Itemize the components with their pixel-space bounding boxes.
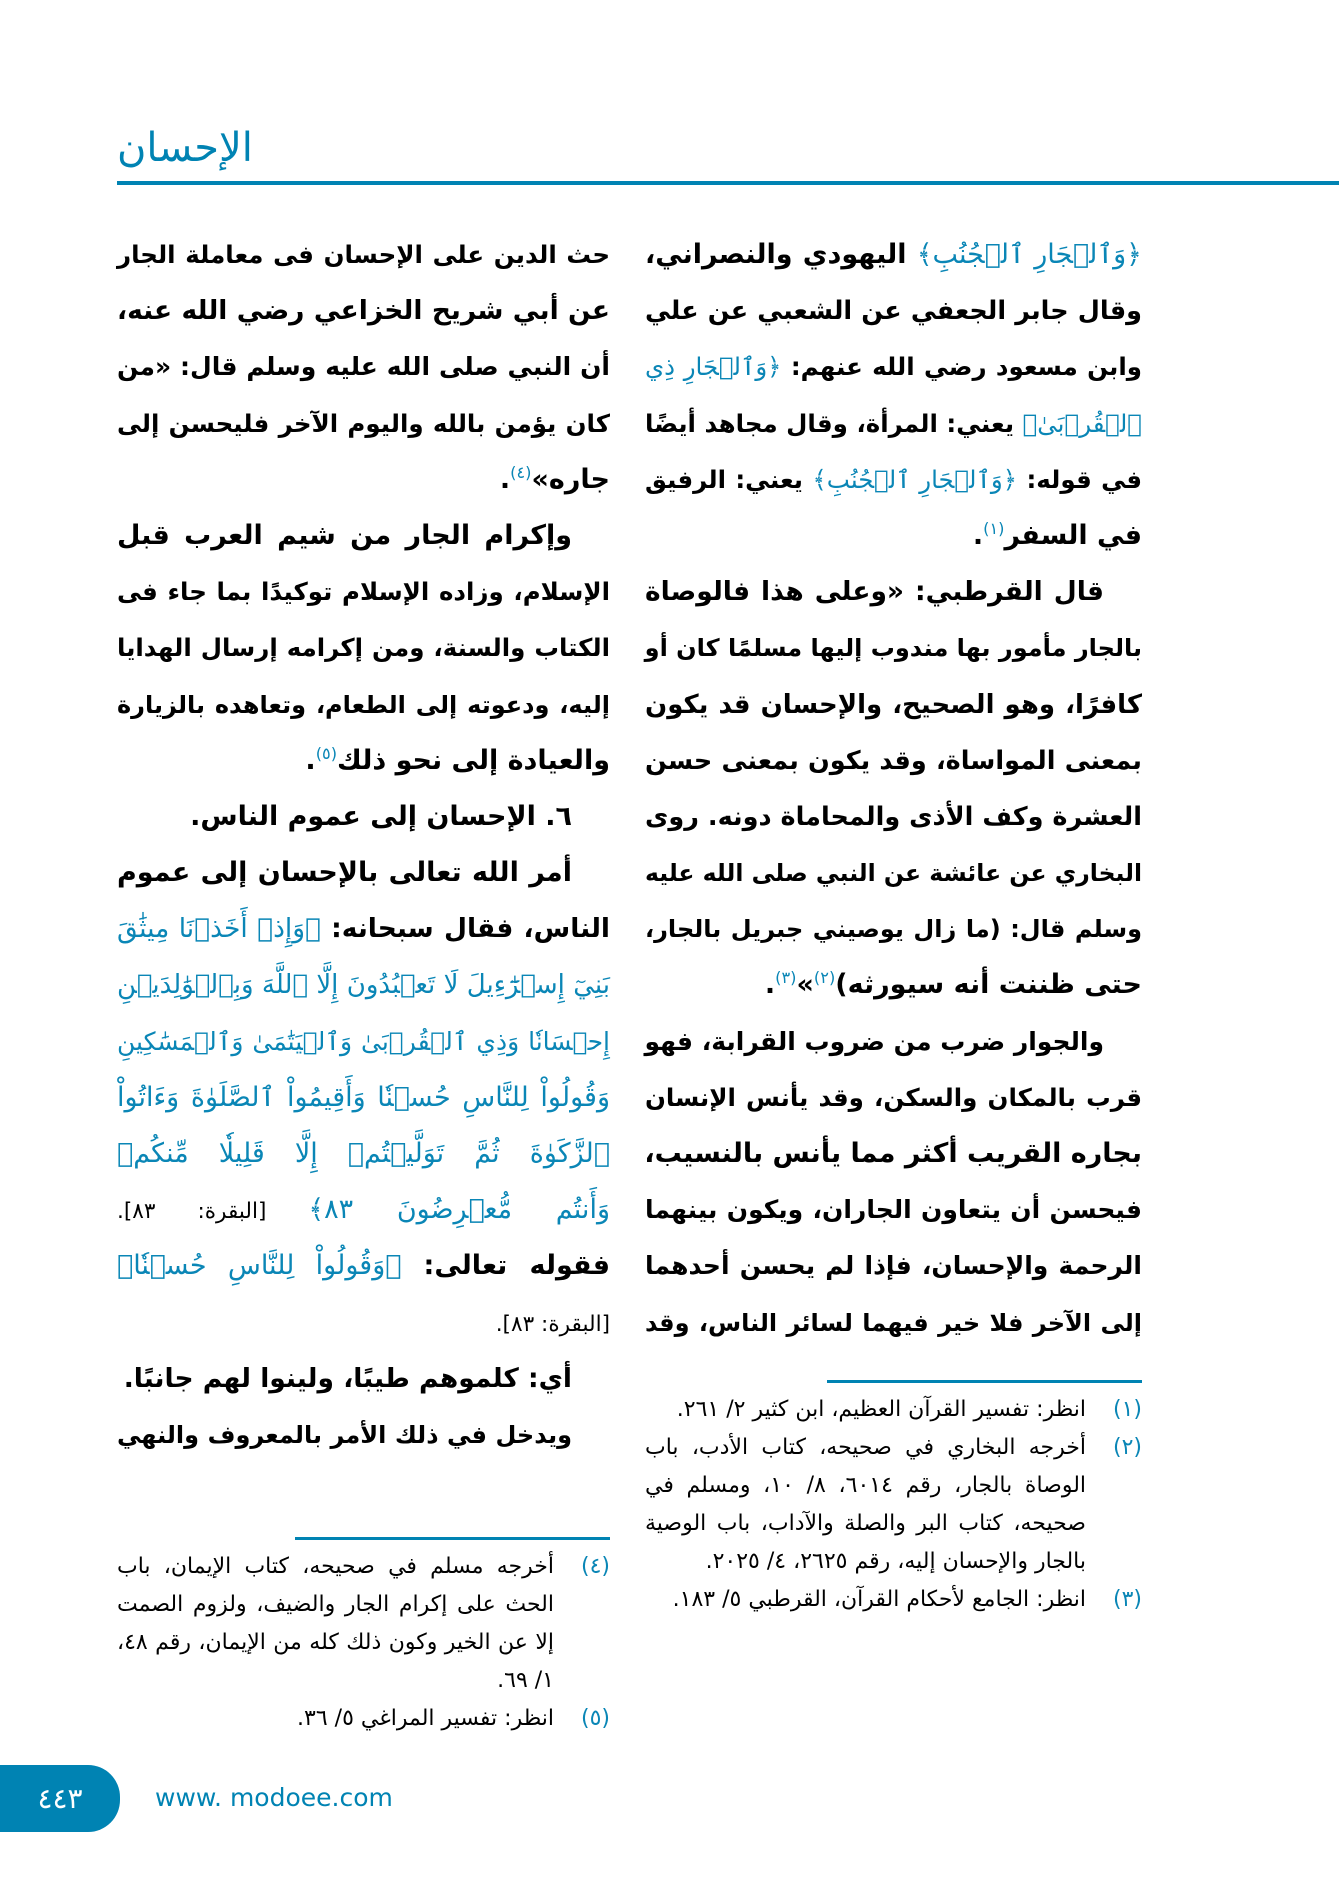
text-line	[117, 957, 610, 1013]
body-text: وابن مسعود رضي الله عنهم:	[781, 352, 1142, 382]
body-text: في السفر	[1004, 519, 1142, 551]
text-line	[645, 1070, 1142, 1126]
text-line	[645, 677, 1142, 733]
body-text: وسلم قال: (ما زال يوصيني جبريل بالجار،	[645, 915, 1142, 944]
body-text: إلى الآخر فلا خير فيهما لسائر الناس، وقد	[645, 1308, 1142, 1337]
footnote-number: (٣)	[1112, 1587, 1142, 1612]
footnote	[117, 1700, 610, 1738]
body-text: إليه، ودعوته إلى الطعام، وتعاهده بالزيارة	[117, 690, 610, 719]
text-line	[117, 1070, 610, 1126]
quran-verse: ٱلزَّكَوٰةَ ثُمَّ تَوَلَّيۡتُمۡ إِلَّا قَلِيلٗا مِّنكُمۡ	[117, 1138, 610, 1169]
text-line	[645, 733, 1142, 789]
quran-verse: وَأَنتُم مُّعۡرِضُونَ ٨٣﴾	[308, 1194, 610, 1226]
text-line	[645, 789, 1142, 845]
quran-verse: إِحۡسَانٗا وَذِي ٱلۡقُرۡبَىٰ وَٱلۡيَتَٰمَىٰ وَٱلۡمَسَٰكِينِ	[117, 1026, 610, 1056]
page-number-badge	[0, 1765, 120, 1832]
text-line	[645, 564, 1142, 620]
footnote-divider-left	[295, 1537, 610, 1540]
text-line	[117, 227, 610, 283]
footnote-number: (٤)	[580, 1554, 610, 1579]
text-line	[645, 901, 1142, 957]
verse-reference: [البقرة: ٨٣].	[117, 1199, 309, 1225]
text-line	[645, 845, 1142, 901]
footnote-text: أخرجه مسلم في صحيحه، كتاب الإيمان، باب الحث على إكرام الجار والضيف، ولزوم الصمت إلا عن الخير وكون ذلك كله من الإيمان، رقم ٤٨، ١/ ٦٩.	[117, 1554, 554, 1693]
footnote	[645, 1581, 1142, 1619]
body-text: حث الدين على الإحسان فى معاملة الجار	[117, 240, 610, 269]
body-text: الإسلام، وزاده الإسلام توكيدًا بما جاء فى	[117, 577, 610, 607]
text-line	[117, 845, 610, 901]
text-line	[117, 283, 610, 339]
text-line	[645, 1238, 1142, 1294]
text-line	[645, 283, 1142, 339]
text-line	[117, 1295, 610, 1351]
text-line	[117, 901, 610, 957]
footnote	[117, 1548, 610, 1700]
text-line	[117, 620, 610, 676]
text-line	[645, 1126, 1142, 1182]
right-text-column	[645, 227, 1142, 1351]
body-text: بجاره القريب أكثر مما يأنس بالنسيب،	[644, 1138, 1142, 1169]
body-text: .	[499, 463, 511, 495]
quran-verse: ﴿وَإِذۡ أَخَذۡنَا مِيثَٰقَ	[117, 913, 321, 945]
body-text: حتى ظننت أنه سيورثه)	[835, 969, 1142, 1001]
quran-verse: ﴿وَقُولُواْ لِلنَّاسِ حُسۡنٗا﴾	[117, 1250, 402, 1282]
text-line	[117, 396, 610, 452]
text-line	[645, 1182, 1142, 1238]
footnote	[645, 1391, 1142, 1429]
body-text: فقوله تعالى:	[401, 1250, 610, 1282]
body-text: في قوله:	[1017, 464, 1142, 494]
text-line	[117, 1351, 610, 1407]
footnote-text: انظر: تفسير القرآن العظيم، ابن كثير ٢/ ٢٦١.	[676, 1397, 1086, 1422]
body-text: يعني: المرأة، وقال مجاهد أيضًا	[645, 408, 1023, 438]
text-line	[645, 508, 1142, 564]
footnotes-left	[117, 1548, 610, 1738]
header-divider	[117, 181, 1339, 185]
text-line	[645, 620, 1142, 676]
footnote-marker: (٢)	[813, 968, 836, 988]
footnote-text: انظر: تفسير المراغي ٥/ ٣٦.	[297, 1706, 554, 1731]
text-line	[645, 1295, 1142, 1351]
footnote-text: انظر: الجامع لأحكام القرآن، القرطبي ٥/ ١٨٣.	[672, 1587, 1086, 1612]
quran-verse: ﴿وَٱلۡجَارِ ٱلۡجُنُبِ﴾	[812, 464, 1018, 494]
footnote-text: أخرجه البخاري في صحيحه، كتاب الأدب، باب الوصاة بالجار، رقم ٦٠١٤، ٨/ ١٠، ومسلم في صحيحه، كتاب البر والصلة والآداب، باب الوصية بالجار والإحسان إليه، رقم ٢٦٢٥، ٤/ ٢٠٢٥.	[645, 1435, 1087, 1574]
footnote-marker: (١)	[983, 518, 1005, 538]
footnote-number: (١)	[1112, 1397, 1142, 1422]
body-text: عن أبي شريح الخزاعي رضي الله عنه،	[117, 295, 610, 327]
text-line	[645, 396, 1142, 452]
body-text: البخاري عن عائشة عن النبي صلى الله عليه	[645, 859, 1142, 888]
body-text: اليهودي والنصراني،	[645, 239, 917, 270]
text-line	[117, 452, 610, 508]
body-text: والعيادة إلى نحو ذلك	[337, 744, 610, 776]
text-line	[117, 733, 610, 789]
body-text: بمعنى المواساة، وقد يكون بمعنى حسن	[645, 745, 1142, 776]
body-text: وإكرام الجار من شيم العرب قبل	[117, 519, 572, 551]
body-text: جاره»	[531, 463, 610, 495]
body-text: الرحمة والإحسان، فإذا لم يحسن أحدهما	[645, 1251, 1142, 1281]
body-text: ويدخل في ذلك الأمر بالمعروف والنهي	[117, 1420, 572, 1449]
body-text: الناس، فقال سبحانه:	[320, 913, 610, 945]
body-text: أمر الله تعالى بالإحسان إلى عموم	[117, 857, 572, 889]
footnote	[645, 1429, 1142, 1581]
body-text: قال القرطبي: «وعلى هذا فالوصاة	[645, 576, 1104, 608]
body-text: كان يؤمن بالله واليوم الآخر فليحسن إلى	[117, 408, 610, 438]
text-line	[117, 677, 610, 733]
chapter-title: الإحسان	[117, 125, 253, 171]
footnote-number: (٢)	[1112, 1435, 1142, 1460]
verse-reference: [البقرة: ٨٣].	[495, 1311, 610, 1337]
text-line	[117, 1126, 610, 1182]
text-line	[645, 957, 1142, 1013]
text-line	[117, 564, 610, 620]
footnote-divider-right	[827, 1380, 1142, 1383]
quran-verse: ﴿وَٱلۡجَارِ ٱلۡجُنُبِ﴾	[916, 239, 1143, 270]
body-text: أن النبي صلى الله عليه وسلم قال: «من	[117, 352, 610, 382]
quran-verse: وَقُولُواْ لِلنَّاسِ حُسۡنٗا وَأَقِيمُواْ ٱلصَّلَوٰةَ وَءَاتُواْ	[117, 1081, 610, 1113]
text-line	[117, 1182, 610, 1238]
text-line	[117, 1238, 610, 1294]
text-line	[117, 1014, 610, 1070]
body-text: كافرًا، وهو الصحيح، والإحسان قد يكون	[645, 689, 1142, 720]
text-line	[645, 452, 1142, 508]
text-line	[117, 339, 610, 395]
body-text: الكتاب والسنة، ومن إكرامه إرسال الهدايا	[117, 633, 610, 663]
footnote-marker: (٥)	[315, 743, 338, 763]
left-text-column	[117, 227, 610, 1463]
footnotes-right	[645, 1391, 1142, 1619]
page-number: ٤٤٣	[37, 1782, 83, 1815]
text-line	[645, 339, 1142, 395]
body-text: .	[764, 969, 776, 1001]
body-text: أي: كلموهم طيبًا، ولينوا لهم جانبًا.	[123, 1362, 572, 1394]
website-link[interactable]: www. modoee.com	[155, 1783, 393, 1812]
quran-verse: بَنِيٓ إِسۡرَٰٓءِيلَ لَا تَعۡبُدُونَ إِلَّا ٱللَّهَ وَبِٱلۡوَٰلِدَيۡنِ	[117, 970, 610, 1001]
footnote-marker: (٣)	[775, 968, 797, 988]
quran-verse: ﴿وَٱلۡجَارِ ذِي	[645, 352, 782, 382]
body-text: فيحسن أن يتعاون الجاران، ويكون بينهما	[645, 1195, 1142, 1225]
section-heading	[117, 789, 610, 845]
text-line	[117, 508, 610, 564]
body-text: »	[796, 969, 814, 1001]
body-text: .	[972, 519, 984, 551]
body-text: ٦. الإحسان إلى عموم الناس.	[190, 800, 572, 832]
quran-verse: ٱلۡقُرۡبَىٰ﴾	[1022, 408, 1142, 438]
body-text: العشرة وكف الأذى والمحاماة دونه. روى	[645, 801, 1142, 832]
footnote-marker: (٤)	[510, 462, 532, 482]
body-text: والجوار ضرب من ضروب القرابة، فهو	[644, 1026, 1104, 1056]
footnote-number: (٥)	[580, 1706, 610, 1731]
body-text: .	[305, 744, 316, 776]
body-text: بالجار مأمور بها مندوب إليها مسلمًا كان أو	[644, 634, 1142, 663]
text-line	[117, 1407, 610, 1463]
text-line	[645, 1014, 1142, 1070]
body-text: قرب بالمكان والسكن، وقد يأنس الإنسان	[645, 1082, 1142, 1112]
body-text: وقال جابر الجعفي عن الشعبي عن علي	[645, 296, 1142, 327]
body-text: يعني: الرفيق	[645, 464, 813, 494]
text-line	[645, 227, 1142, 283]
